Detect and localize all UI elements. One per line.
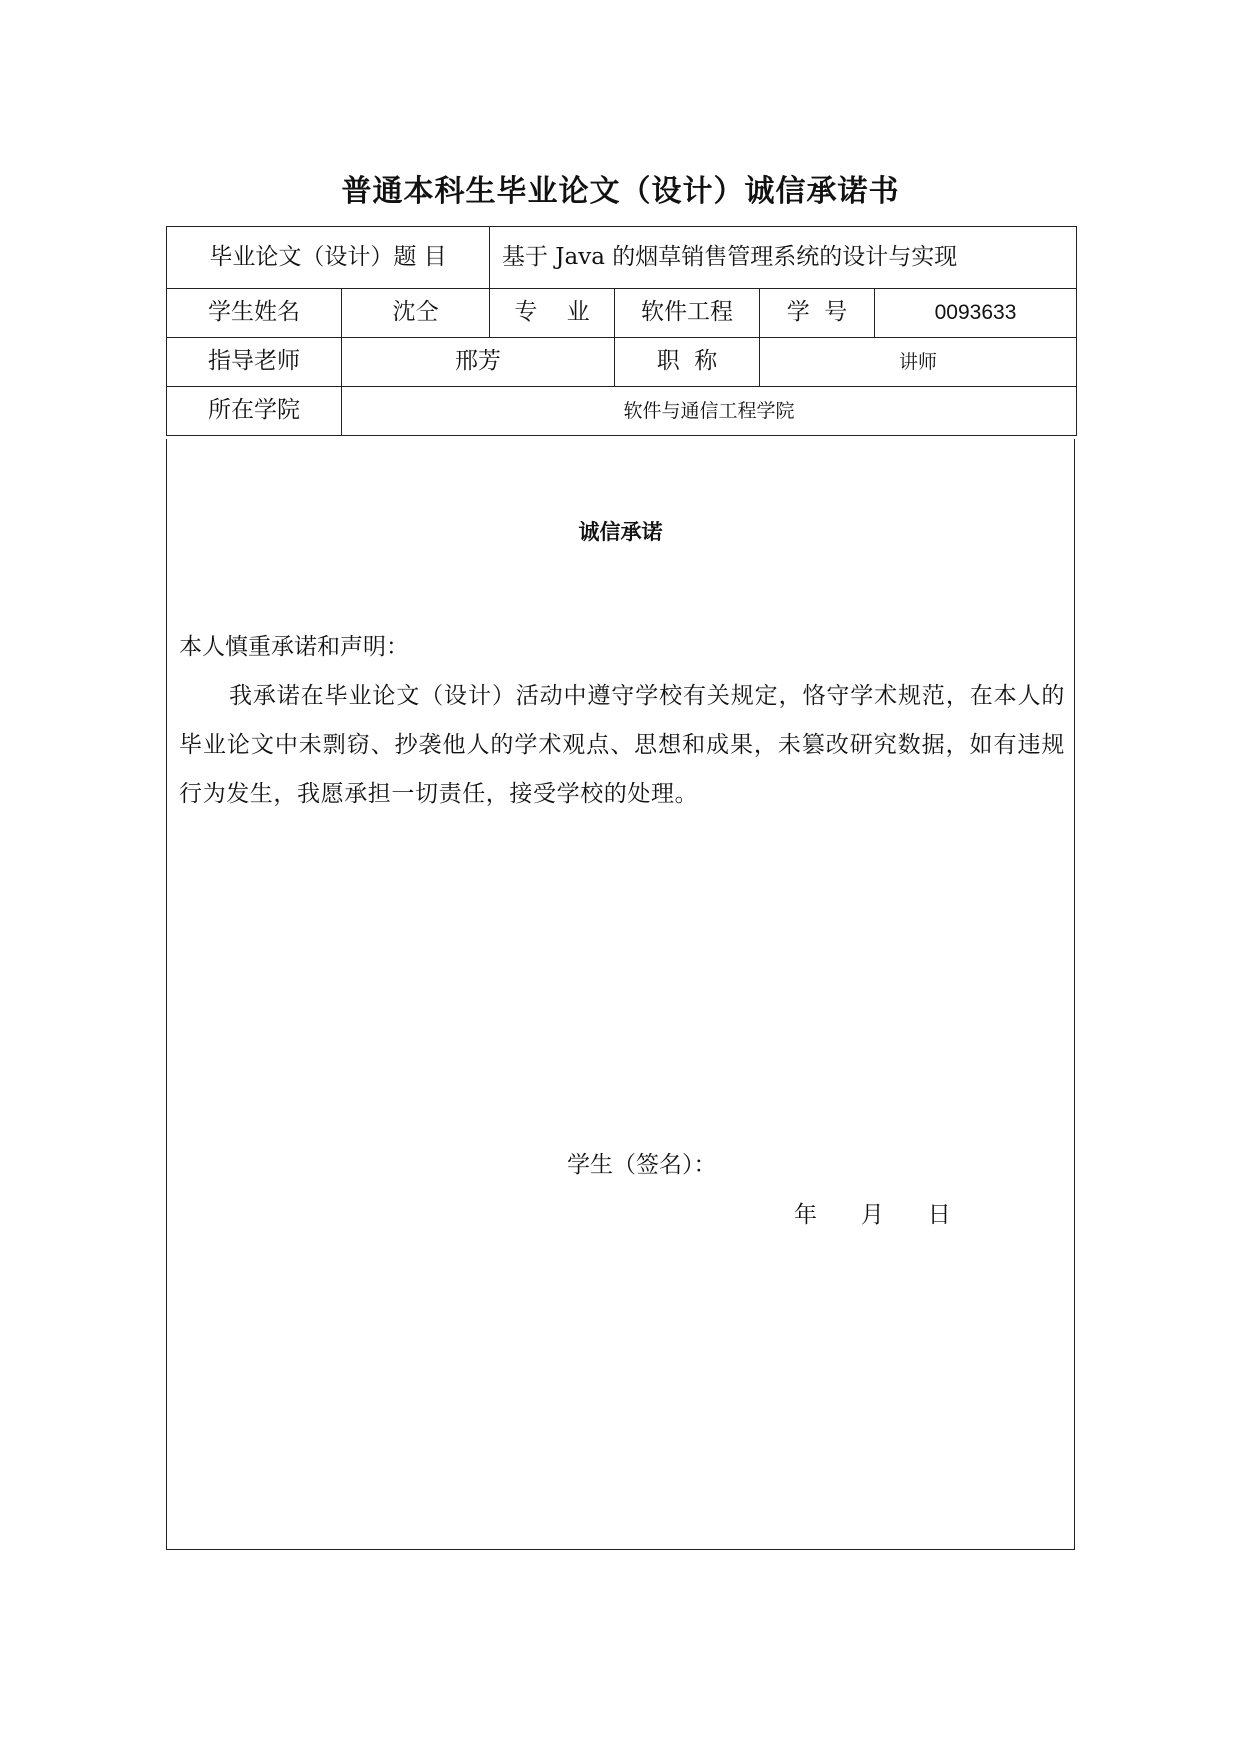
topic-value: 基于 Java 的烟草销售管理系统的设计与实现 bbox=[490, 227, 1077, 289]
student-name-value: 沈仝 bbox=[342, 289, 490, 338]
pledge-intro: 本人慎重承诺和声明： bbox=[179, 634, 409, 660]
student-id-label: 学 号 bbox=[760, 289, 875, 338]
date-line: 年 月 日 bbox=[794, 1202, 951, 1228]
job-title-value: 讲师 bbox=[760, 338, 1077, 387]
student-row bbox=[167, 289, 1077, 338]
major-label: 专 业 bbox=[490, 289, 615, 338]
major-value: 软件工程 bbox=[615, 289, 760, 338]
pledge-body: 我承诺在毕业论文（设计）活动中遵守学校有关规定，恪守学术规范，在本人的毕业论文中未剽窃、抄袭他人的学术观点、思想和成果，未篡改研究数据，如有违规行为发生，我愿承担一切责任，接受学校的处理。 bbox=[179, 683, 1065, 807]
pledge-heading: 诚信承诺 bbox=[578, 520, 663, 544]
pledge-section bbox=[166, 439, 1075, 1550]
college-row bbox=[167, 387, 1077, 436]
advisor-value: 邢芳 bbox=[342, 338, 615, 387]
student-id-value: 0093633 bbox=[875, 289, 1077, 338]
topic-row bbox=[167, 227, 1077, 289]
job-title-label: 职 称 bbox=[615, 338, 760, 387]
student-name-label: 学生姓名 bbox=[167, 289, 342, 338]
topic-label: 毕业论文（设计）题 目 bbox=[167, 227, 490, 289]
advisor-label: 指导老师 bbox=[167, 338, 342, 387]
info-table bbox=[166, 226, 1077, 436]
college-value: 软件与通信工程学院 bbox=[342, 387, 1077, 436]
college-label: 所在学院 bbox=[167, 387, 342, 436]
advisor-row bbox=[167, 338, 1077, 387]
signature-label: 学生（签名）： bbox=[567, 1152, 717, 1178]
document-title: 普通本科生毕业论文（设计）诚信承诺书 bbox=[341, 174, 900, 209]
